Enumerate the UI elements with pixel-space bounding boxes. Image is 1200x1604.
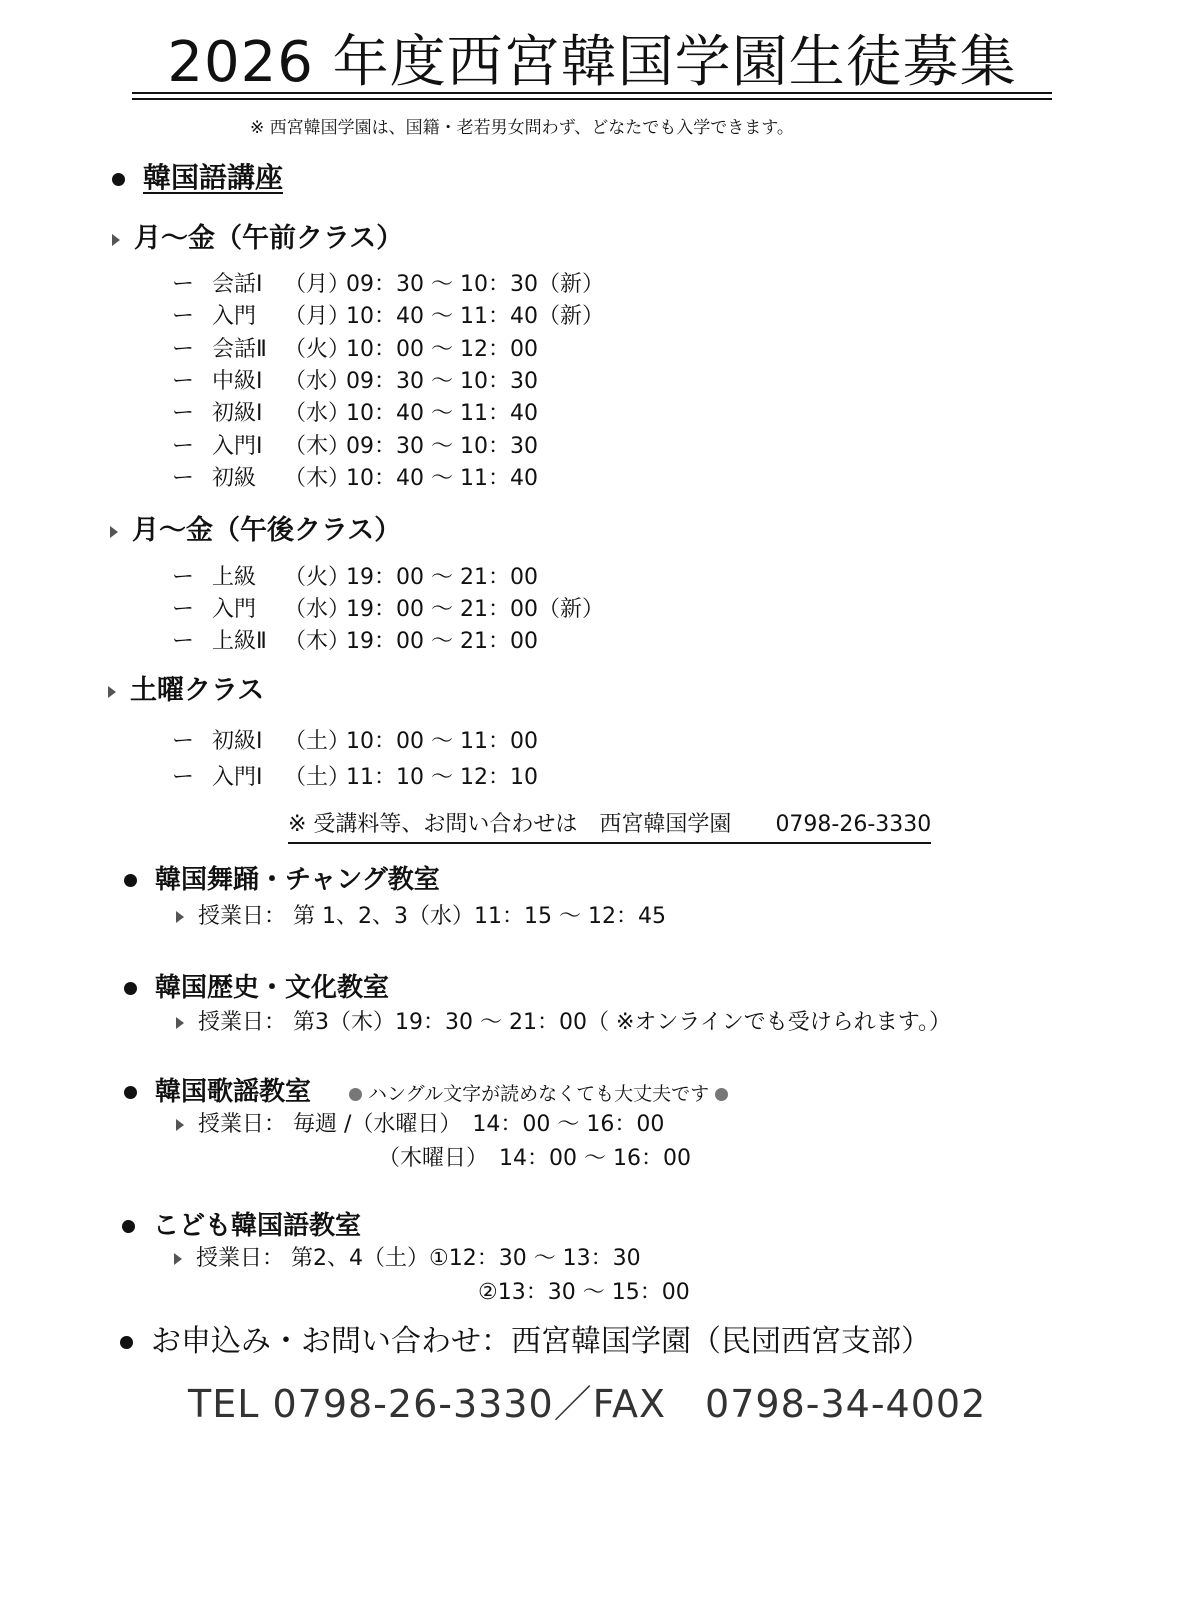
class-dash: ー <box>172 765 195 790</box>
title-underline <box>132 92 1052 94</box>
class-row <box>172 335 538 365</box>
song-note <box>343 1083 734 1105</box>
class-name: 入門 <box>212 597 257 622</box>
evening-class-title: 月～金（午後クラス） <box>132 515 402 546</box>
class-dash: ー <box>172 729 195 754</box>
class-day: （月） <box>284 272 351 297</box>
class-row <box>172 563 538 593</box>
bullet-icon <box>124 1086 137 1099</box>
class-time: 10：40 ～ 11：40 <box>346 401 538 427</box>
class-time: 19：00 ～ 21：00 <box>346 565 538 590</box>
dance-detail <box>176 902 666 932</box>
class-time: 10：40 ～ 11：40（新） <box>346 304 604 330</box>
song-note-text: ハングル文字が読めなくても大丈夫です <box>368 1083 710 1105</box>
history-title: 韓国歴史・文化教室 <box>155 973 390 1003</box>
admission-note: ※ 西宮韓国学園は、国籍・老若男女問わず、どなたでも入学できます。 <box>250 118 794 138</box>
dance-heading <box>124 862 440 898</box>
class-name: 上級Ⅱ <box>212 629 267 654</box>
class-row <box>172 763 538 793</box>
bullet-icon <box>112 173 125 186</box>
class-day: （木） <box>284 465 351 491</box>
class-dash: ー <box>172 336 195 362</box>
morning-class-title: 月～金（午前クラス） <box>134 223 404 254</box>
class-dash: ー <box>172 433 195 459</box>
class-day: （水） <box>284 401 351 427</box>
class-day: （火） <box>284 565 351 590</box>
class-time: 09：30 ～ 10：30（新） <box>346 272 604 297</box>
korean-course-heading <box>112 160 283 196</box>
course-inquiry-text: ※ 受講料等、お問い合わせは 西宮韓国学園 <box>288 812 732 837</box>
class-time: 11：10 ～ 12：10 <box>346 765 538 790</box>
class-name: 入門 <box>212 304 257 330</box>
arrow-bullet-icon <box>112 234 120 246</box>
morning-class-heading <box>112 222 403 256</box>
class-name: 中級Ⅰ <box>212 368 263 394</box>
history-detail-text: 授業日： 第3（木）19：30 ～ 21：00（ ※オンラインでも受けられます。） <box>198 1010 951 1035</box>
class-dash: ー <box>172 272 195 297</box>
arrow-bullet-icon <box>174 1253 182 1265</box>
bullet-icon <box>124 874 137 887</box>
class-row <box>172 464 538 494</box>
kids-title: こども韓国語教室 <box>153 1211 362 1241</box>
class-time: 09：30 ～ 10：30 <box>346 368 538 394</box>
class-day: （木） <box>284 629 351 654</box>
class-dash: ー <box>172 304 195 330</box>
class-row <box>172 432 538 462</box>
class-day: （火） <box>284 336 351 362</box>
class-name: 会話Ⅱ <box>212 336 267 362</box>
class-time: 10：00 ～ 11：00 <box>346 729 538 754</box>
kids-detail-2: ②13：30 ～ 15：00 <box>478 1280 690 1305</box>
class-row <box>172 270 604 300</box>
class-dash: ー <box>172 401 195 427</box>
bullet-icon <box>124 982 137 995</box>
class-day: （木） <box>284 433 351 459</box>
class-day: （水） <box>284 597 351 622</box>
course-inquiry <box>288 810 931 844</box>
title-underline-second <box>132 98 1052 100</box>
song-detail-wed <box>176 1110 664 1140</box>
dance-title: 韓国舞踊・チャング教室 <box>155 865 440 895</box>
song-heading <box>124 1074 734 1112</box>
arrow-bullet-icon <box>176 1017 184 1029</box>
class-name: 初級 <box>212 465 257 491</box>
class-time: 09：30 ～ 10：30 <box>346 433 538 459</box>
arrow-bullet-icon <box>108 686 116 698</box>
song-detail-thu: （木曜日） 14：00 ～ 16：00 <box>378 1146 691 1171</box>
saturday-class-heading <box>108 674 264 708</box>
class-day: （月） <box>284 304 351 330</box>
class-time: 10：00 ～ 12：00 <box>346 336 538 362</box>
smiley-icon <box>349 1088 362 1101</box>
apply-contact-text: お申込み・お問い合わせ：西宮韓国学園（民団西宮支部） <box>151 1324 931 1359</box>
class-dash: ー <box>172 565 195 590</box>
kids-detail-1-text: 授業日： 第2、4（土）①12：30 ～ 13：30 <box>196 1246 641 1271</box>
page-title: 2026 年度西宮韓国学園生徒募集 <box>167 30 1017 95</box>
arrow-bullet-icon <box>176 1119 184 1131</box>
class-dash: ー <box>172 597 195 622</box>
class-dash: ー <box>172 368 195 394</box>
class-day: （土） <box>284 765 351 790</box>
class-name: 入門Ⅰ <box>212 433 263 459</box>
class-time: 19：00 ～ 21：00 <box>346 629 538 654</box>
class-time: 19：00 ～ 21：00（新） <box>346 597 604 622</box>
class-row <box>172 367 538 397</box>
bullet-icon <box>122 1220 135 1233</box>
class-dash: ー <box>172 629 195 654</box>
kids-heading <box>122 1208 361 1244</box>
class-row <box>172 399 538 429</box>
song-title: 韓国歌謡教室 <box>155 1077 312 1107</box>
history-heading <box>124 970 389 1006</box>
class-row <box>172 595 604 625</box>
class-name: 上級 <box>212 565 257 590</box>
arrow-bullet-icon <box>110 526 118 538</box>
apply-contact <box>120 1322 931 1362</box>
class-dash: ー <box>172 465 195 491</box>
history-detail <box>176 1008 951 1038</box>
class-name: 初級Ⅰ <box>212 729 263 754</box>
class-name: 初級Ⅰ <box>212 401 263 427</box>
bullet-icon <box>120 1336 133 1349</box>
kids-detail-1 <box>174 1244 641 1274</box>
class-row <box>172 302 604 332</box>
saturday-class-title: 土曜クラス <box>130 675 265 706</box>
dance-detail-text: 授業日： 第 1、2、3（水）11：15 ～ 12：45 <box>198 904 666 929</box>
smiley-icon <box>715 1088 728 1101</box>
tel-fax: TEL 0798-26-3330／FAX 0798-34-4002 <box>188 1382 987 1426</box>
class-row <box>172 627 538 657</box>
course-inquiry-tel: 0798-26-3330 <box>775 812 932 837</box>
evening-class-heading <box>110 514 401 548</box>
korean-course-title: 韓国語講座 <box>143 161 284 194</box>
arrow-bullet-icon <box>176 911 184 923</box>
class-name: 入門Ⅰ <box>212 765 263 790</box>
class-name: 会話Ⅰ <box>212 272 263 297</box>
class-day: （土） <box>284 729 351 754</box>
class-day: （水） <box>284 368 351 394</box>
class-row <box>172 727 538 757</box>
song-detail-wed-text: 授業日： 毎週 /（水曜日） 14：00 ～ 16：00 <box>198 1112 665 1137</box>
class-time: 10：40 ～ 11：40 <box>346 465 538 491</box>
